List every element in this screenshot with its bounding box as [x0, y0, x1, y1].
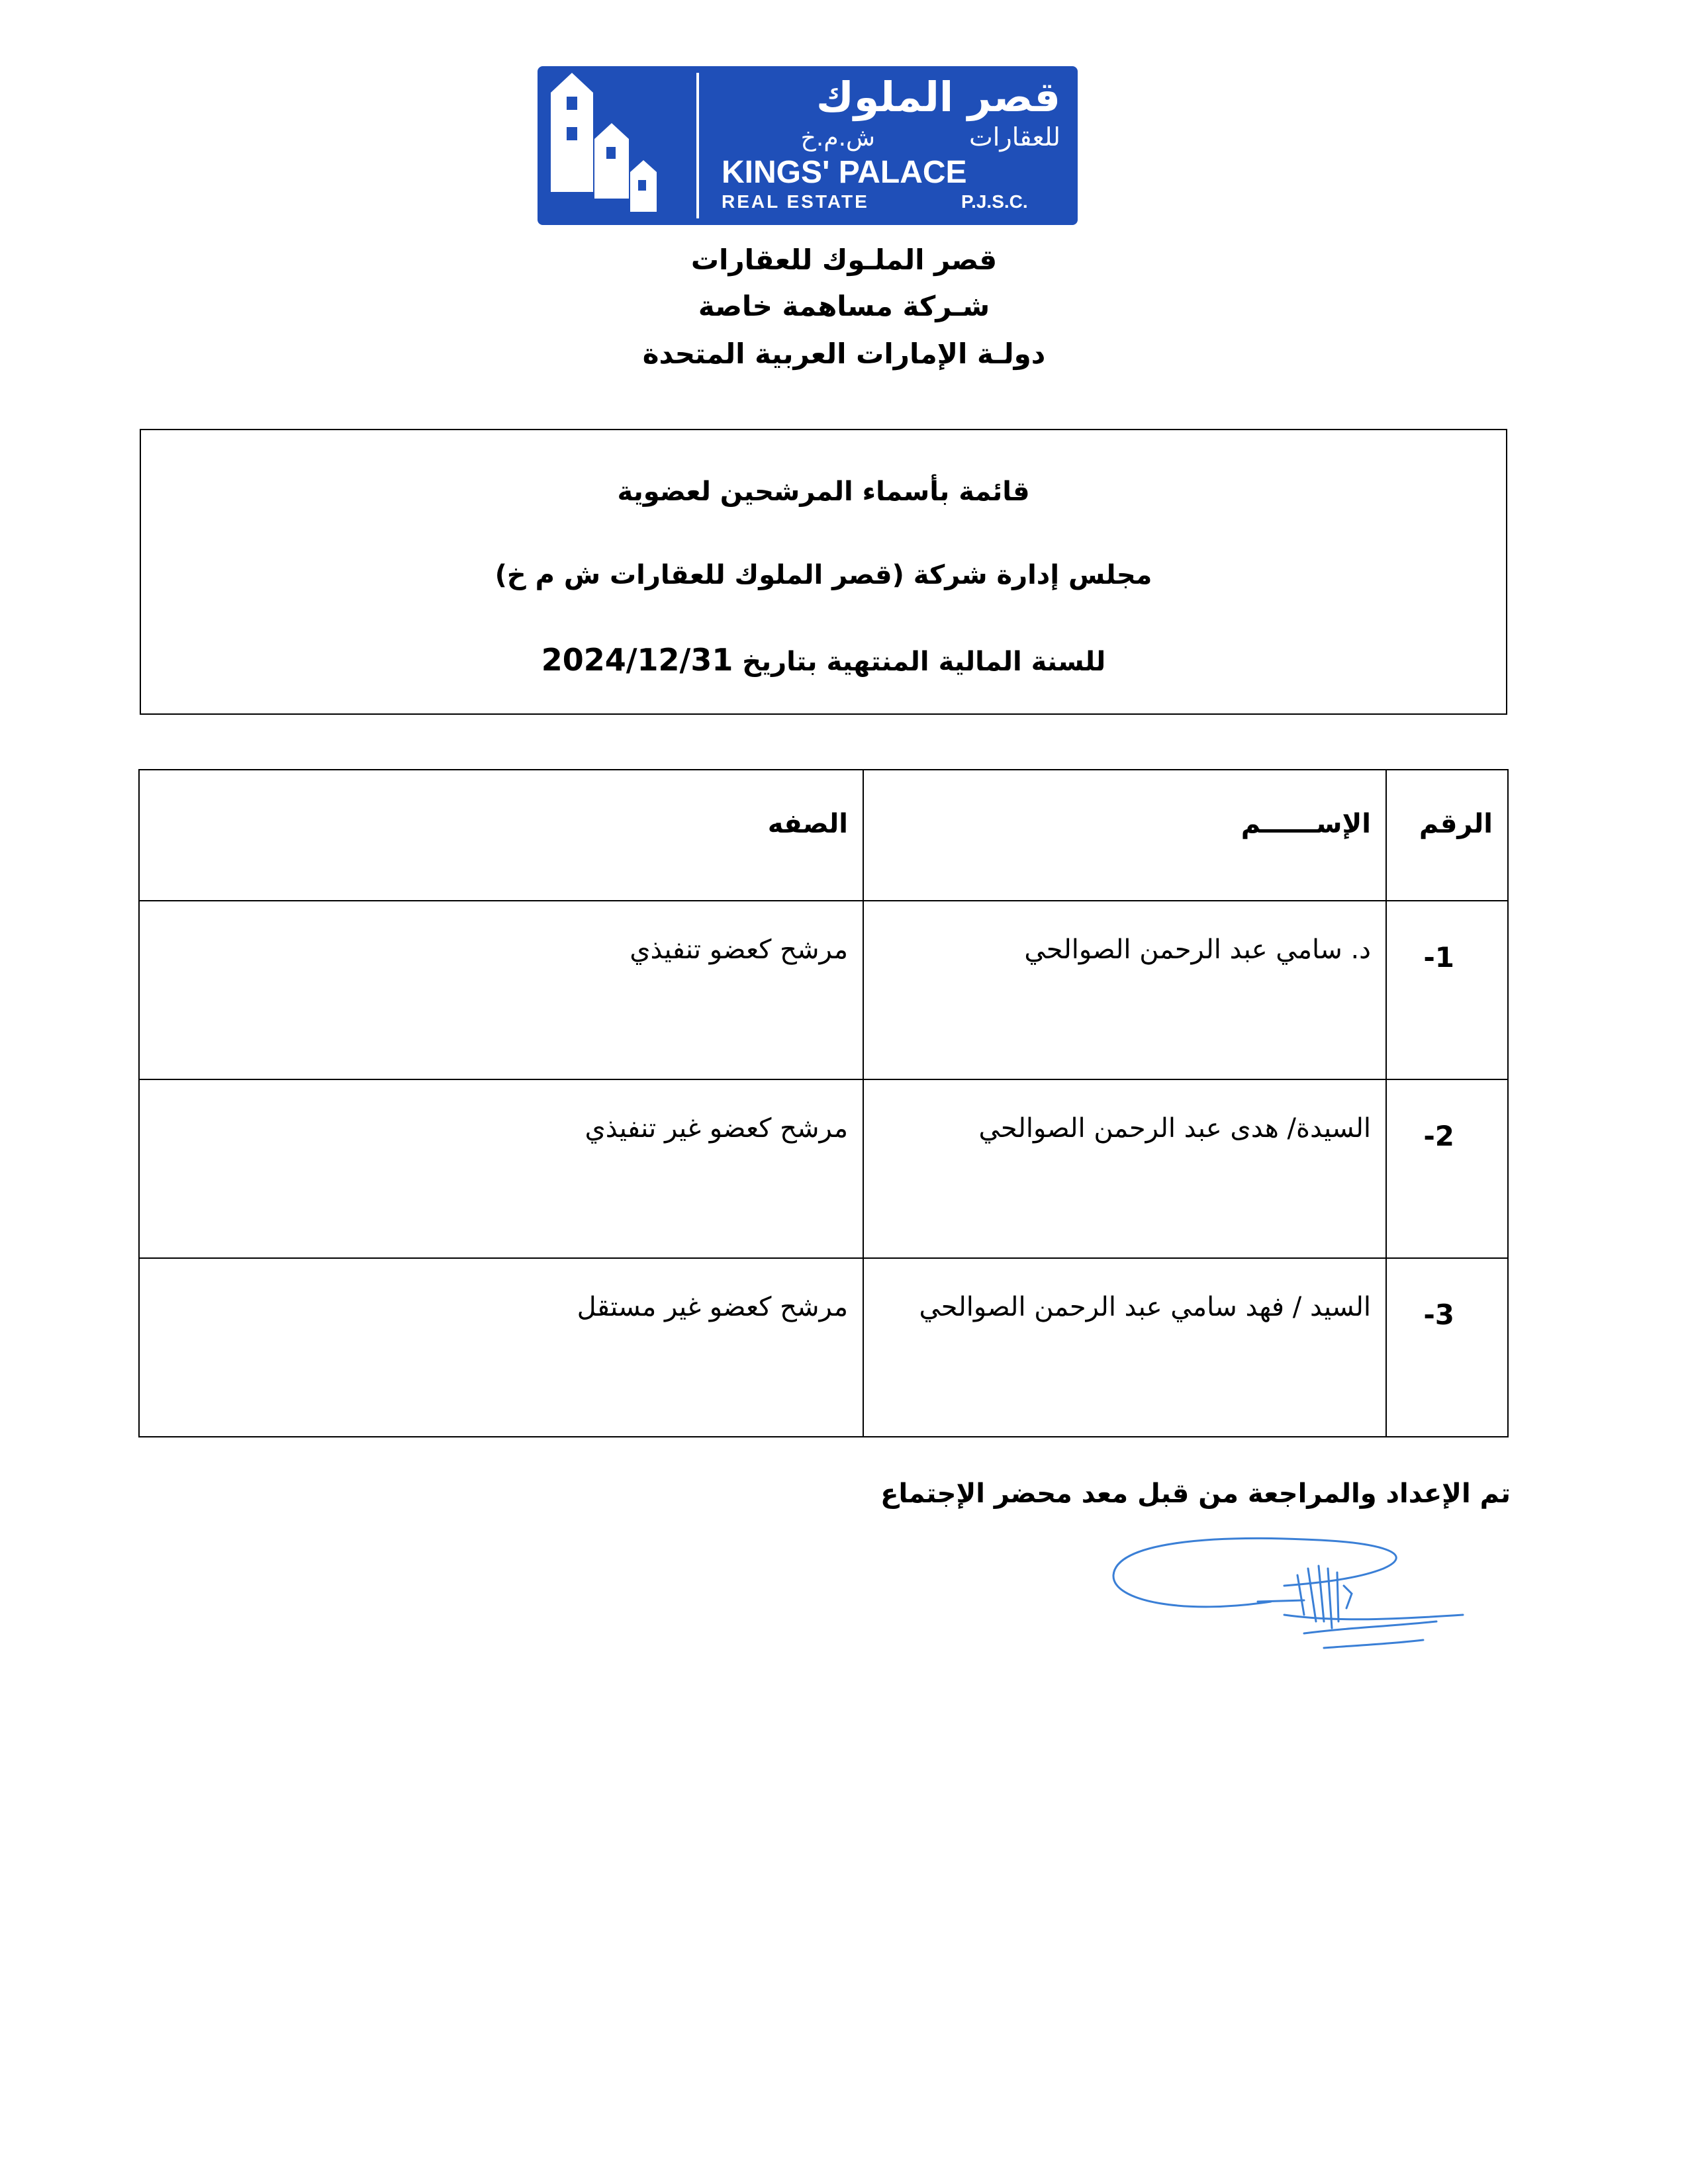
- logo-arabic-name: قصر الملوك: [816, 73, 1060, 121]
- row-number: -3: [1386, 1258, 1508, 1437]
- logo-arabic-type: ش.م.خ: [800, 124, 875, 152]
- prepared-by-note: تم الإعداد والمراجعة من قبل معد محضر الإجتماع: [880, 1479, 1511, 1509]
- candidate-capacity: مرشح كعضو تنفيذي: [139, 901, 863, 1079]
- table-row: [139, 901, 1508, 1079]
- header-number: الرقم: [1386, 770, 1508, 901]
- title-line-1: قائمة بأسماء المرشحين لعضوية: [617, 477, 1030, 507]
- candidate-name: السيد / فهد سامي عبد الرحمن الصوالحي: [863, 1258, 1386, 1437]
- table-row: [139, 1079, 1508, 1258]
- header-name: الإســــــم: [863, 770, 1386, 901]
- company-country: دولـة الإمارات العربية المتحدة: [642, 338, 1046, 370]
- title-box: [140, 429, 1507, 715]
- logo-english-sub: REAL ESTATE: [722, 191, 869, 212]
- candidate-capacity: مرشح كعضو غير مستقل: [139, 1258, 863, 1437]
- title-line-2: مجلس إدارة شركة (قصر الملوك للعقارات ش م خ): [494, 560, 1152, 590]
- company-logo: [538, 66, 1078, 225]
- logo-english-name: KINGS' PALACE: [722, 155, 967, 190]
- company-name: قصر الملـوك للعقارات: [690, 244, 998, 276]
- candidate-name: د. سامي عبد الرحمن الصوالحي: [863, 901, 1386, 1079]
- table-header-row: [139, 770, 1508, 901]
- header-capacity: الصفه: [139, 770, 863, 901]
- row-number: -1: [1386, 901, 1508, 1079]
- table-row: [139, 1258, 1508, 1437]
- candidate-capacity: مرشح كعضو غير تنفيذي: [139, 1079, 863, 1258]
- logo-arabic-sub: للعقارات: [969, 122, 1060, 152]
- row-number: -2: [1386, 1079, 1508, 1258]
- candidates-table: [138, 769, 1509, 1437]
- candidate-name: السيدة/ هدى عبد الرحمن الصوالحي: [863, 1079, 1386, 1258]
- fiscal-year-label: للسنة المالية المنتهية بتاريخ: [742, 647, 1106, 677]
- title-line-3: [141, 642, 1506, 678]
- company-type: شـركة مساهمة خاصة: [698, 290, 990, 322]
- fiscal-year-date: 2024/12/31: [541, 642, 733, 678]
- logo-english-suffix: P.J.S.C.: [961, 191, 1028, 212]
- signature: [1105, 1522, 1476, 1661]
